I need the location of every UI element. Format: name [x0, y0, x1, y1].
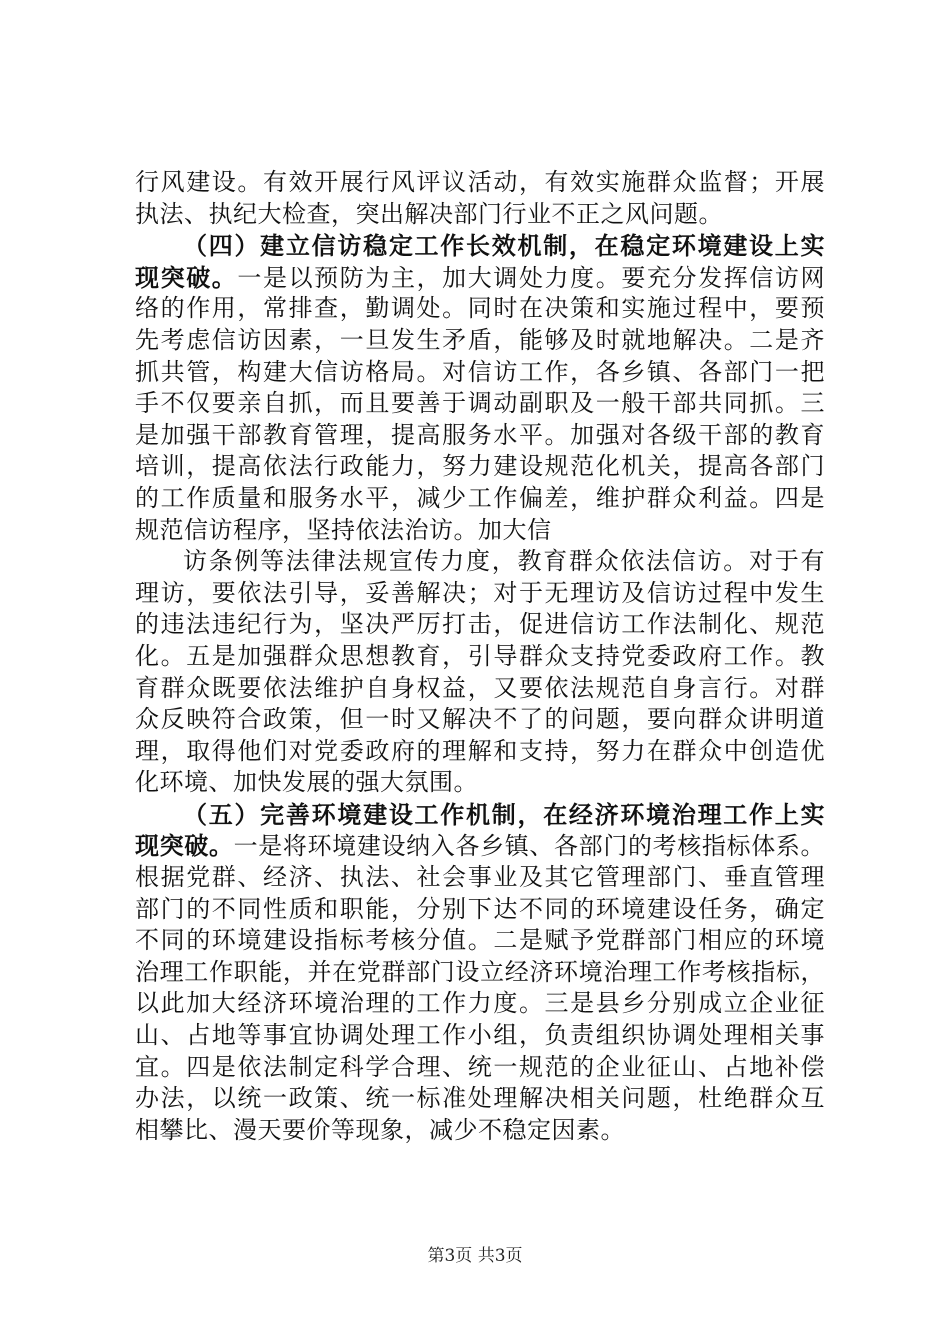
body-line: 众反映符合政策，但一时又解决不了的问题，要向群众讲明道 [135, 705, 825, 734]
body-line: 访条例等法律法规宣传力度，教育群众依法信访。对于有 [183, 547, 825, 576]
document-body [135, 167, 825, 1146]
body-line: 理，取得他们对党委政府的理解和支持，努力在群众中创造优 [135, 736, 825, 765]
body-line: 治理工作职能，并在党群部门设立经济环境治理工作考核指标， [135, 957, 825, 986]
page-footer [0, 1241, 950, 1266]
body-line: 行风建设。有效开展行风评议活动，有效实施群众监督；开展 [135, 168, 825, 196]
body-line: 育群众既要依法维护自身权益，又要依法规范自身言行。对群 [135, 673, 825, 702]
body-line: 的工作质量和服务水平，减少工作偏差，维护群众利益。四是 [135, 483, 825, 512]
body-line: 根据党群、经济、执法、社会事业及其它管理部门、垂直管理 [135, 863, 825, 892]
body-line: 规范信访程序，坚持依法治访。加大信 [135, 515, 552, 544]
body-line: 以此加大经济环境治理的工作力度。三是县乡分别成立企业征 [135, 989, 825, 1018]
body-line: 部门的不同性质和职能，分别下达不同的环境建设任务，确定 [135, 894, 825, 923]
page-number-label: 第3页 共3页 [427, 1246, 523, 1266]
body-line: 理访，要依法引导，妥善解决；对于无理访及信访过程中发生 [135, 578, 825, 607]
section-heading-4: （四）建立信访稳定工作长效机制，在稳定环境建设上实 [183, 231, 825, 261]
body-line: 培训，提高依法行政能力，努力建设规范化机关，提高各部门 [135, 452, 825, 481]
body-line: 不同的环境建设指标考核分值。二是赋予党群部门相应的环境 [135, 926, 825, 955]
body-line: 的违法违纪行为，坚决严厉打击，促进信访工作法制化、规范 [135, 610, 825, 639]
body-line: 山、占地等事宜协调处理工作小组，负责组织协调处理相关事 [135, 1021, 825, 1050]
body-line: 现突破。一是以预防为主，加大调处力度。要充分发挥信访网 [135, 262, 826, 292]
body-line: 络的作用，常排查，勤调处。同时在决策和实施过程中，要预 [135, 294, 825, 323]
body-line: 抓共管，构建大信访格局。对信访工作，各乡镇、各部门一把 [135, 357, 825, 386]
body-line: 是加强干部教育管理，提高服务水平。加强对各级干部的教育 [135, 420, 825, 449]
body-line: 相攀比、漫天要价等现象，减少不稳定因素。 [135, 1115, 625, 1144]
body-line: 先考虑信访因素，一旦发生矛盾，能够及时就地解决。二是齐 [135, 325, 825, 354]
body-line: 化环境、加快发展的强大氛围。 [135, 768, 478, 797]
section-heading-5: （五）完善环境建设工作机制，在经济环境治理工作上实 [183, 799, 825, 829]
body-line: 化。五是加强群众思想教育，引导群众支持党委政府工作。教 [135, 641, 825, 670]
body-line: 手不仅要亲自抓，而且要善于调动副职及一般干部共同抓。三 [135, 389, 825, 418]
body-line: 宜。四是依法制定科学合理、统一规范的企业征山、占地补偿 [135, 1052, 825, 1081]
body-line: 现突破。一是将环境建设纳入各乡镇、各部门的考核指标体系。 [135, 831, 825, 861]
body-line: 办法，以统一政策、统一标准处理解决相关问题，杜绝群众互 [135, 1084, 825, 1113]
body-line: 执法、执纪大检查，突出解决部门行业不正之风问题。 [135, 199, 723, 228]
